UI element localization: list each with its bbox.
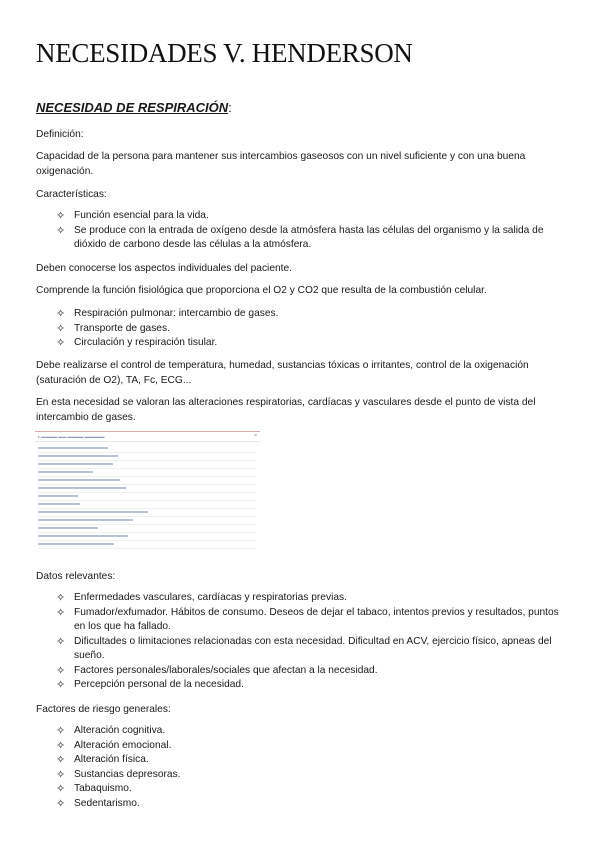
embedded-list-screenshot — [35, 431, 260, 554]
list-item: ✧ Alteración emocional. — [56, 739, 172, 752]
diamond-bullet-icon: ✧ — [56, 664, 66, 677]
diamond-bullet-icon: ✧ — [56, 322, 66, 335]
aspectos-paragraph: Deben conocerse los aspectos individuales del paciente. — [36, 263, 292, 274]
list-item: ✧ Tabaquismo. — [56, 783, 132, 795]
definicion-label: Definición: — [36, 129, 84, 140]
list-item: ✧ Transporte de gases. — [56, 322, 170, 335]
section-heading — [36, 100, 232, 116]
screenshot-header: ▸ ▬▬▬▬ ▬▬ ▬▬▬▬ ▬▬▬▬▬ × — [35, 432, 260, 442]
datos-label: Datos relevantes: — [36, 571, 116, 582]
diamond-bullet-icon: ✧ — [56, 783, 66, 795]
diamond-bullet-icon: ✧ — [56, 606, 66, 619]
factores-list — [56, 724, 566, 811]
diamond-bullet-icon: ✧ — [56, 210, 66, 222]
close-icon: × — [254, 433, 257, 439]
diamond-bullet-icon: ✧ — [56, 337, 66, 349]
list-item: ✧ Se produce con la entrada de oxígeno desde la atmósfera hasta las células del organismo y la salida de dióxido de carbono desde las células a la atmósfera. — [56, 224, 544, 250]
diamond-bullet-icon: ✧ — [56, 308, 66, 320]
diamond-bullet-icon: ✧ — [56, 754, 66, 766]
list-item: ✧ Enfermedades vasculares, cardíacas y respiratorias previas. — [56, 592, 347, 604]
list-item: ✧ Factores personales/laborales/sociales que afectan a la necesidad. — [56, 664, 378, 677]
list-item: ✧ Función esencial para la vida. — [56, 210, 209, 222]
list-item: ✧ Fumador/exfumador. Hábitos de consumo. Deseos de dejar el tabaco, intentos previos y resultados, puntos en los que ha fallado. — [56, 606, 559, 632]
datos-list — [56, 591, 566, 693]
section-heading-text: NECESIDAD DE RESPIRACIÓN — [36, 100, 229, 115]
caracteristicas-list — [56, 209, 566, 253]
factores-label: Factores de riesgo generales: — [36, 704, 171, 715]
control-paragraph: Debe realizarse el control de temperatura, humedad, sustancias tóxicas o irritantes, control de la oxigenación (saturación de O2), TA, Fc, ECG... — [36, 360, 529, 386]
funcion-paragraph: Comprende la función fisiológica que proporciona el O2 y CO2 que resulta de la combustión celular. — [36, 285, 487, 296]
document-title: NECESIDADES V. HENDERSON — [36, 38, 413, 68]
list-item: ✧ Circulación y respiración tisular. — [56, 337, 218, 349]
definicion-text: Capacidad de la persona para mantener sus intercambios gaseosos con un nivel suficiente y con una buena oxigenación. — [36, 151, 526, 177]
diamond-bullet-icon: ✧ — [56, 592, 66, 604]
list-item: ✧ Percepción personal de la necesidad. — [56, 679, 244, 691]
diamond-bullet-icon: ✧ — [56, 635, 66, 648]
diamond-bullet-icon: ✧ — [56, 725, 66, 737]
list-item: ✧ Alteración cognitiva. — [56, 725, 166, 737]
list-item: ✧ Sustancias depresoras. — [56, 768, 181, 781]
diamond-bullet-icon: ✧ — [56, 679, 66, 691]
list-item: ✧ Dificultades o limitaciones relacionadas con esta necesidad. Dificultad en ACV, ejercicio físico, apneas del sueño. — [56, 635, 552, 661]
diamond-bullet-icon: ✧ — [56, 768, 66, 781]
diamond-bullet-icon: ✧ — [56, 224, 66, 237]
list-item: ✧ Alteración física. — [56, 754, 149, 766]
caracteristicas-label: Características: — [36, 189, 107, 200]
diamond-bullet-icon: ✧ — [56, 797, 66, 810]
list-item: ✧ Respiración pulmonar: intercambio de gases. — [56, 308, 279, 320]
diamond-bullet-icon: ✧ — [56, 739, 66, 752]
valoran-paragraph: En esta necesidad se valoran las alteraciones respiratorias, cardíacas y vasculares desde el punto de vista del intercambio de gases. — [36, 397, 536, 423]
section-heading-colon: : — [228, 100, 232, 115]
procesos-list — [56, 307, 566, 351]
list-item: ✧ Sedentarismo. — [56, 797, 140, 810]
